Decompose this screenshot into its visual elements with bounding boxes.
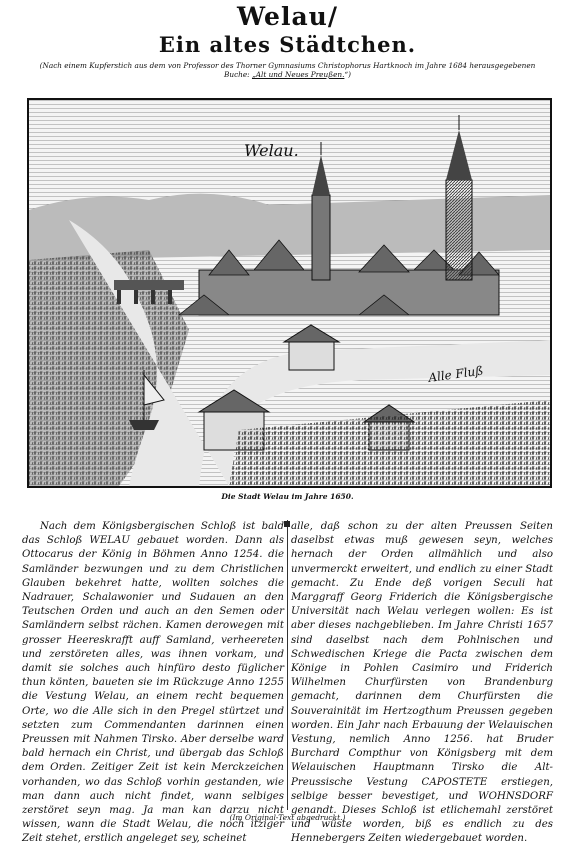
- source-note: [30, 61, 545, 79]
- column-divider: [287, 520, 288, 810]
- source-note-close: “): [344, 70, 351, 79]
- column-text: Nach dem Königsbergischen Schloß ist bald das Schloß WELAU gebauet worden. Dann als Ottocarus der König in Böhmen Anno 1254. die Samländer bezwungen und zu dem Christlichen Glauben bekehret hatte, wollten solches die Nadrauer, Schalawonier und Sudauen an den Teutschen Orden und auch an den Semen oder Samländern selbst rächen. Kamen derowegen mit grosser Heereskrafft auff Samland, verheereten und zerstöreten alles, was ihnen vorkam, und damit sie solches auch hinfüro desto füglicher thun könten, baueten sie im Rückzuge Anno 1255 die Vestung Welau, an einem recht bequemen Orte, wo die Alle sich in den Pregel stürtzet und setzten zum Commendanten darinnen einen Preussen mit Nahmen Tirsko. Aber derselbe ward bald hernach ein Christ, und übergab das Schloß dem Orden. Zeitiger Zeit ist kein Merckzeichen vorhanden, wo das Schloß vorhin gestanden, wie man dann auch nicht findet, wann selbiges zerstöret seyn mag. Ja man kan darzu nicht wissen, wann die Stadt Welau, die noch itziger Zeit stehet, erstlich angeleget sey, scheinet: [22, 521, 284, 845]
- source-note-intro: (Nach einem Kupferstich aus dem von Professor des Thorner Gymnasiums Christophorus Hartknoch im Jahre 1684 herausgegebenen Buche:: [39, 61, 536, 79]
- town-inscription: Welau.: [244, 141, 299, 160]
- article-subtitle: Ein altes Städtchen.: [158, 32, 417, 57]
- source-book-title: „Alt und Neues Preußen.: [251, 70, 345, 79]
- article-title: Welau/: [237, 2, 338, 31]
- column-text: alle, daß schon zu der alten Preussen Seiten daselbst etwas muß gewesen seyn, welches hernach der Orden allmählich und also unvermerckt erweitert, und endlich zu einer Stadt gemacht. Zu Ende deß vorigen Seculi hat Marggraff Georg Friderich die Königsbergische Universität nach Welau verlegen wollen: Es ist aber dieses nachgeblieben. Im Jahre Christi 1657 sind daselbst nach dem Pohlnischen und Schwedischen Kriege die Pacta zwischen dem Könige in Pohlen Casimiro und Friderich Wilhelmen Churfürsten von Brandenburg gemacht, darinnen dem Churfürsten die Souverainität im Hertzogthum Preussen gegeben worden. Ein Jahr nach Erbauung der Welauischen Vestung, nemlich Anno 1256. hat Bruder Burchard Compthur von Königsberg mit dem Welauischen Hauptmann Tirsko die Alt-Preussische Vestung CAPOSTETE erstiegen, selbige besser bevestiget, und WOHNSDORF genandt. Dieses Schloß ist etlichemahl zerstöret und wüste worden, biß es endlich zu des Hennebergers Zeiten wiedergebauet worden.: [291, 521, 553, 845]
- engraving-illustration: [27, 98, 552, 488]
- footer-note: (Im Original-Text abgedruckt.): [229, 813, 346, 822]
- town-view-engraving: [29, 100, 550, 486]
- river-inscription: Alle Fluß: [427, 363, 485, 385]
- article-column-right: [291, 520, 553, 847]
- illustration-caption: Die Stadt Welau im Jahre 1650.: [221, 492, 354, 501]
- article-column-left: [22, 520, 284, 847]
- divider-ornament: [284, 521, 290, 527]
